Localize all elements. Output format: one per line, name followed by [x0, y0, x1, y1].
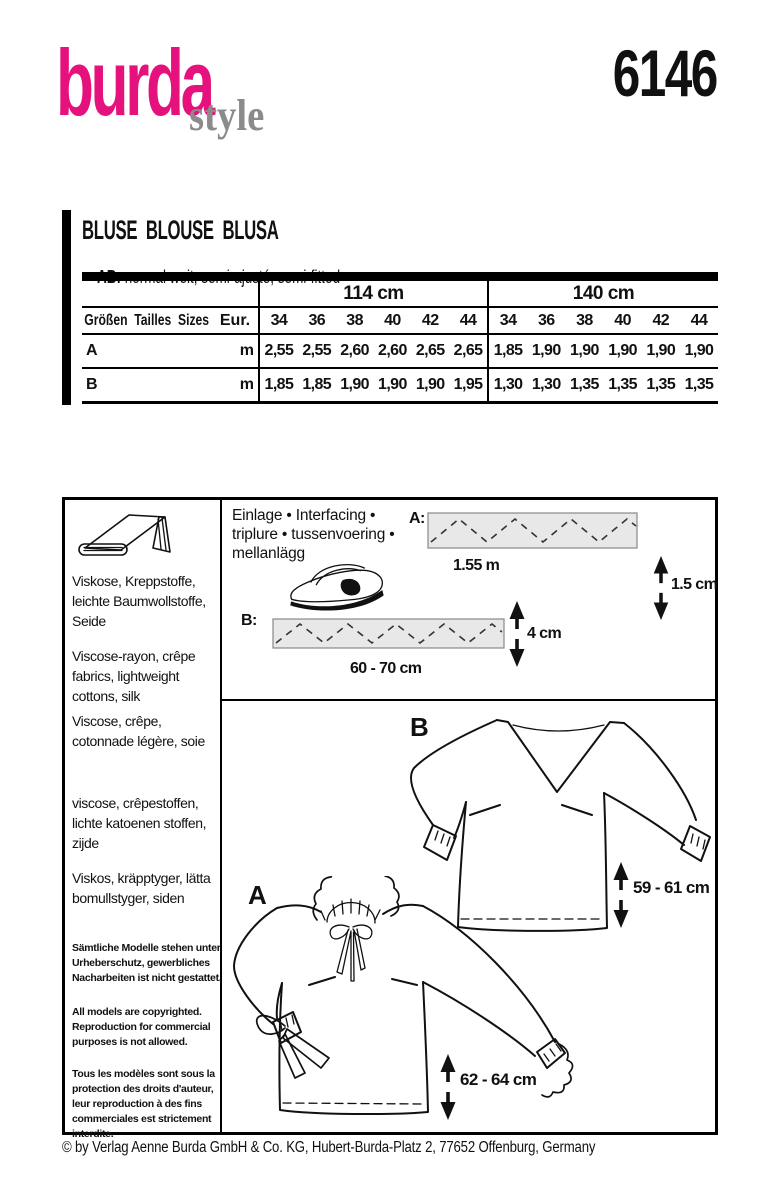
measure-arrow-icon: [508, 601, 526, 667]
size-cell: 42: [652, 311, 670, 329]
sizes-header-label: [82, 308, 212, 333]
fabric-bolt-icon: [73, 508, 175, 570]
iron-icon: [287, 548, 387, 614]
yardage-row-b: [82, 369, 718, 404]
yardage-cell: 1,90: [646, 342, 676, 359]
publisher-copyright-line: © by Verlag Aenne Burda GmbH & Co. KG, Hubert-Burda-Platz 2, 77652 Offenburg, Germany: [62, 1139, 596, 1156]
yardage-cell: 2,65: [415, 342, 445, 359]
yardage-cell: 1,85: [493, 342, 523, 359]
fabric-text-fr: Viscose, crêpe, cotonnade légère, soie: [72, 713, 205, 749]
fabric-text-nl: viscose, crêpestoffen, lichte katoenen stoffen, zijde: [72, 795, 207, 851]
size-cell: 42: [421, 311, 439, 329]
size-cell: 34: [270, 311, 288, 329]
strip-b-width: 4 cm: [527, 625, 562, 642]
yardage-cell: 1,90: [415, 376, 445, 393]
fabric-width-140: 140 cm: [572, 282, 635, 304]
yardage-cell: 1,90: [684, 342, 714, 359]
sizes-header-row: [82, 308, 718, 335]
fabric-text-sv: Viskos, kräpptyger, lätta bomullstyger, siden: [72, 870, 211, 906]
yardage-cell: 2,60: [340, 342, 369, 359]
yardage-cell: 1,90: [570, 342, 599, 359]
size-cell: 40: [614, 311, 631, 329]
size-cell: 36: [308, 311, 326, 329]
yardage-cell: 2,60: [378, 342, 407, 359]
sizes-114-group: [260, 308, 489, 333]
view-b-label: B: [410, 712, 429, 742]
measure-arrow-icon: [439, 1053, 457, 1121]
yardage-cell: 1,35: [570, 376, 599, 393]
yardage-cell: 1,85: [264, 376, 294, 393]
interfacing-strip-a: [427, 512, 638, 549]
yardage-cell: 1,95: [453, 376, 483, 393]
info-box: [62, 497, 718, 1140]
yardage-cell: 1,85: [302, 376, 332, 393]
yardage-cell: 1,90: [531, 342, 561, 359]
measure-arrow-icon: [652, 556, 670, 620]
yardage-cell: 1,90: [608, 342, 637, 359]
sizes-140-group: [489, 308, 718, 333]
copyright-notice-fr: Tous les modèles sont sous la protection des droits d'auteur, leur reproduction à des fins commerciales est strictement interdite.: [72, 1068, 215, 1140]
title-accent-bar: [62, 210, 71, 405]
pattern-number: 6146: [612, 36, 717, 110]
yardage-cell: 1,35: [608, 376, 637, 393]
view-a-label: A: [248, 880, 267, 910]
yardage-cell: 1,30: [531, 376, 561, 393]
sizes-header-text: Größen Tailles Sizes: [84, 311, 210, 329]
interfacing-heading: Einlage • Interfacing • triplure • tussenvoering • mellanlägg: [232, 507, 395, 562]
yardage-cell: 1,90: [340, 376, 369, 393]
fabric-text-de: Viskose, Kreppstoffe, leichte Baumwollstoffe, Seide: [72, 573, 206, 629]
size-cell: 44: [459, 311, 477, 329]
size-cell: 40: [384, 311, 401, 329]
fabric-width-header-row: [82, 281, 718, 308]
unit-cell: m: [212, 335, 260, 367]
yardage-row-a: [82, 335, 718, 369]
yardage-b-140: [489, 369, 718, 401]
yardage-cell: 2,55: [264, 342, 294, 359]
yardage-b-114: [260, 369, 489, 401]
yardage-cell: 1,35: [646, 376, 676, 393]
burda-logo: burda: [56, 30, 212, 135]
garment-title: BLUSE BLOUSE BLUSA: [82, 215, 279, 245]
yardage-cell: 1,35: [684, 376, 714, 393]
size-cell: 44: [690, 311, 708, 329]
size-cell: 38: [346, 311, 363, 329]
empty-header-cell: [82, 281, 260, 306]
copyright-notice-de: Sämtliche Modelle stehen unter Urheberschutz, gewerbliches Nacharbeiten ist nicht gestattet.: [72, 942, 222, 984]
strip-a-label: A:: [409, 510, 425, 527]
yardage-cell: 1,30: [493, 376, 523, 393]
view-a-length: 62 - 64 cm: [460, 1070, 537, 1089]
strip-a-length: 1.55 m: [453, 557, 500, 574]
yardage-cell: 2,65: [453, 342, 483, 359]
view-b-length: 59 - 61 cm: [633, 878, 710, 897]
copyright-notice-en: All models are copyrighted. Reproduction for commercial purposes is not allowed.: [72, 1006, 211, 1048]
strip-a-width: 1.5 cm: [671, 576, 718, 593]
section-divider: [222, 699, 715, 701]
table-top-rule: [82, 272, 718, 281]
view-a-cell: A: [86, 342, 98, 359]
interfacing-strip-b: [272, 618, 505, 649]
view-b-cell: B: [86, 376, 98, 393]
fabric-width-114: 114 cm: [260, 281, 489, 306]
size-cell: 34: [499, 311, 517, 329]
measure-arrow-icon: [612, 862, 630, 928]
size-cell: 36: [537, 311, 555, 329]
size-cell: 38: [576, 311, 593, 329]
strip-b-length: 60 - 70 cm: [350, 660, 422, 677]
unit-cell: m: [212, 369, 260, 401]
fabric-text-en: Viscose-rayon, crêpe fabrics, lightweight cottons, silk: [72, 648, 196, 704]
yardage-table: [82, 272, 718, 404]
yardage-cell: 2,55: [302, 342, 332, 359]
burda-style-logo-sub: style: [189, 91, 265, 140]
yardage-a-140: [489, 335, 718, 367]
eur-header-cell: Eur.: [212, 308, 260, 333]
yardage-cell: 1,90: [378, 376, 407, 393]
yardage-a-114: [260, 335, 489, 367]
strip-b-label: B:: [241, 612, 257, 629]
